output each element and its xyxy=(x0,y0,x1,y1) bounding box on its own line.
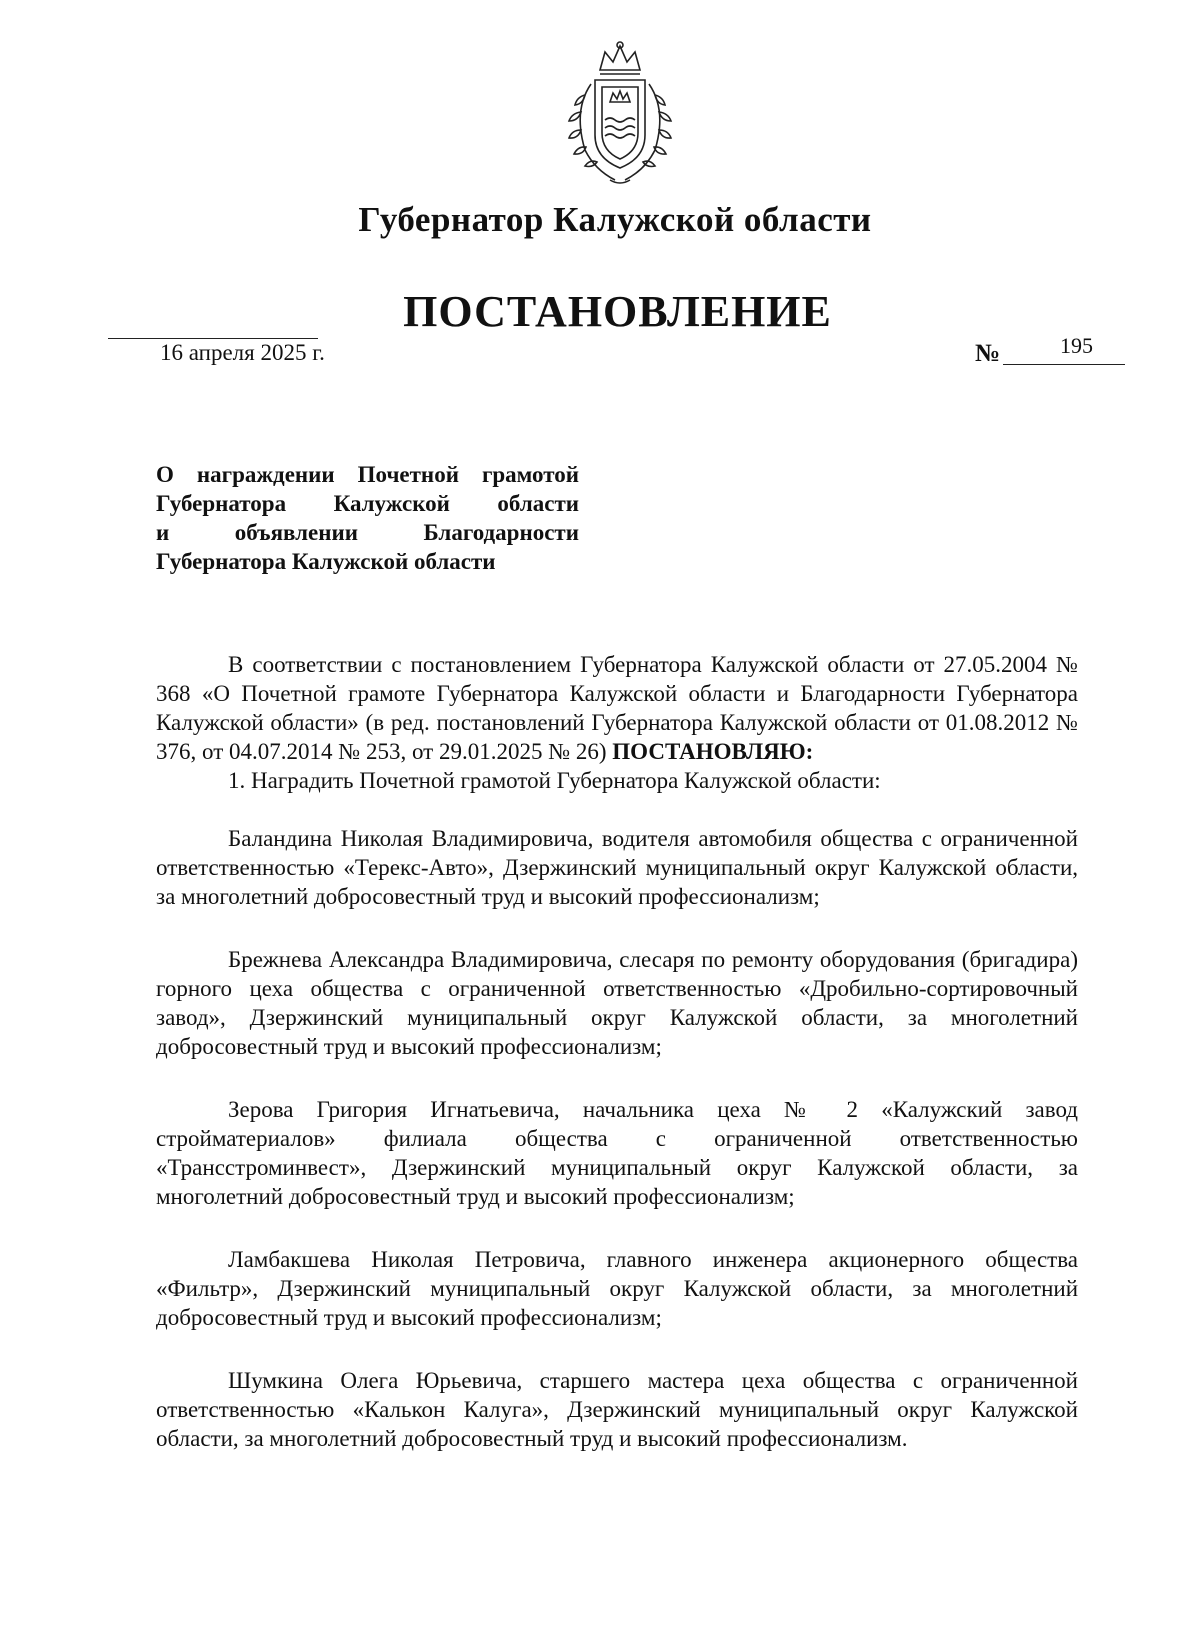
subject-line-3: и объявлении Благодарности xyxy=(156,520,579,545)
preamble-text: В соответствии с постановлением Губернатора Калужской области от 27.05.2004 № 368 «О Почетной грамоте Губернатора Калужской области и Благодарности Губернатора Калужской области» (в ред. постановлений Губернатора Калужской области от 01.08.2012 № 376, от 04.07.2014 № 253, от 29.01.2025 № 26) xyxy=(156,652,1078,764)
awardee-paragraph: Ламбакшева Николая Петровича, главного инженера акционерного общества «Фильтр», Дзержинский муниципальный округ Калужской области, за многолетний добросовестный труд и высокий профессионализм; xyxy=(156,1247,1078,1330)
subject-line-2: Губернатора Калужской области xyxy=(156,491,579,516)
issuer-title: Губернатор Калужской области xyxy=(358,200,872,239)
awardee-paragraph: Зерова Григория Игнатьевича, начальника цеха № 2 «Калужский завод стройматериалов» филиала общества с ограниченной ответственностью «Трансстроминвест», Дзержинский муниципальный округ Калужской области, за многолетний добросовестный труд и высокий профессионализм; xyxy=(156,1097,1078,1209)
awardee-paragraph: Баландина Николая Владимировича, водителя автомобиля общества с ограниченной ответственностью «Терекс-Авто», Дзержинский муниципальный округ Калужской области, за многолетний добросовестный труд и высокий профессионализм; xyxy=(156,826,1078,909)
date-underline xyxy=(108,338,318,339)
preamble-paragraph xyxy=(156,650,1078,766)
document-type-heading: ПОСТАНОВЛЕНИЕ xyxy=(403,287,832,336)
number-label: № xyxy=(975,340,1001,367)
document-body xyxy=(156,650,1078,1453)
document-number: 195 xyxy=(1060,333,1093,358)
subject-line-4: Губернатора Калужской области xyxy=(156,549,496,574)
document-date: 16 апреля 2025 г. xyxy=(160,340,325,365)
coat-of-arms-emblem xyxy=(555,40,685,190)
subject-line-1: О награждении Почетной грамотой xyxy=(156,462,579,487)
awardee-paragraph: Шумкина Олега Юрьевича, старшего мастера цеха общества с ограниченной ответственностью «Калькон Калуга», Дзержинский муниципальный округ Калужской области, за многолетний добросовестный труд и высокий профессионализм. xyxy=(156,1368,1078,1451)
number-underline xyxy=(1003,364,1125,365)
awardee-paragraph: Брежнева Александра Владимировича, слесаря по ремонту оборудования (бригадира) горного цеха общества с ограниченной ответственностью «Дробильно-сортировочный завод», Дзержинский муниципальный округ Калужской области, за многолетний добросовестный труд и высокий профессионализм; xyxy=(156,947,1078,1059)
subject-heading xyxy=(156,460,579,576)
item-1-paragraph: 1. Наградить Почетной грамотой Губернатора Калужской области: xyxy=(228,768,881,793)
decree-word: ПОСТАНОВЛЯЮ: xyxy=(612,739,814,764)
